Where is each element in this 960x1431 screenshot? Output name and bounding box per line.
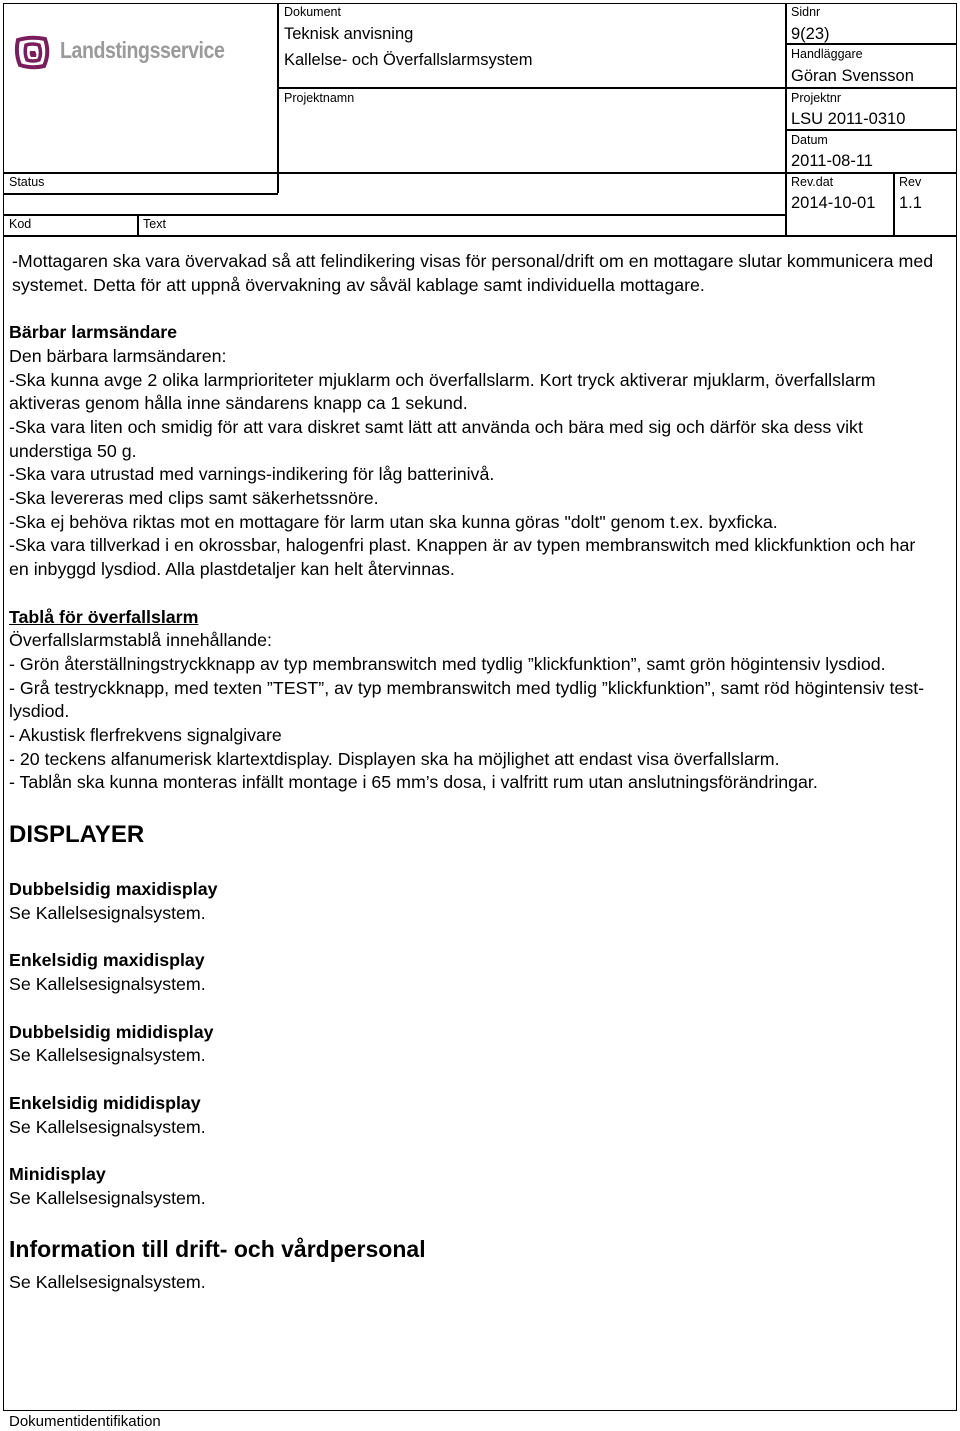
tabla-line: - Tablån ska kunna monteras infällt montage i 65 mm’s dosa, i valfritt rum utan anslutningsförändringar. [9, 772, 818, 793]
tabla-line: - 20 teckens alfanumerisk klartextdisplay. Displayen ska ha möjlighet att endast visa överfallslarm. [9, 748, 780, 769]
header-divider [3, 193, 278, 195]
revdat-label: Rev.dat [791, 175, 834, 189]
status-label: Status [9, 175, 45, 189]
section-text: Se Kallelsesignalsystem. [9, 1116, 206, 1137]
logo-text: Landstingsservice [60, 37, 225, 63]
barbar-line: -Ska vara utrustad med varnings-indikering för låg batterinivå. [9, 464, 495, 485]
revdat-value: 2014-10-01 [791, 194, 876, 212]
rev-label: Rev [899, 175, 922, 189]
header-divider [785, 3, 787, 235]
section-title-tabla: Tablå för överfallslarm [9, 606, 199, 627]
section-title-display: Dubbelsidig maxidisplay [9, 878, 218, 899]
barbar-line: -Ska kunna avge 2 olika larmprioriteter mjuklarm och överfallslarm. Kort tryck aktiverar mjuklarm, överfallslarm aktiveras genom hålla inne sändarens knapp ca 1 sekund. [9, 369, 876, 414]
header-divider [277, 3, 279, 193]
section-title-display: Enkelsidig maxidisplay [9, 950, 205, 971]
barbar-line: -Ska ej behöva riktas mot en mottagare för larm utan ska kunna göras "dolt" genom t.ex. byxficka. [9, 511, 778, 532]
projektnr-label: Projektnr [791, 91, 842, 105]
barbar-line: -Ska vara liten och smidig för att vara diskret samt lätt att använda och bära med sig och därför ska dess vikt understiga 50 g. [9, 416, 863, 461]
dokument-title: Teknisk anvisning [284, 25, 414, 43]
logo-icon [14, 34, 54, 72]
section-title-barbar: Bärbar larmsändare [9, 322, 178, 343]
receiver-paragraph: -Mottagaren ska vara övervakad så att felindikering visas för personal/drift om en mottagare slutar kommunicera med systemet. Detta för att uppnå övervakning av såväl kablage samt individuella mottagare. [12, 251, 934, 295]
header-divider [3, 214, 786, 216]
kod-label: Kod [9, 217, 32, 231]
section-title-display: Minidisplay [9, 1164, 106, 1185]
text-label: Text [143, 217, 166, 231]
tabla-line: Överfallslarmstablå innehållande: [9, 630, 272, 651]
projektnamn-label: Projektnamn [284, 91, 355, 105]
section-text: Se Kallelsesignalsystem. [9, 1045, 206, 1066]
dokument-subtitle: Kallelse- och Överfallslarmsystem [284, 51, 533, 69]
barbar-line: -Ska levereras med clips samt säkerhetssnöre. [9, 488, 379, 509]
section-text: Se Kallelsesignalsystem. [9, 1271, 206, 1292]
section-text: Se Kallelsesignalsystem. [9, 973, 206, 994]
barbar-line: Den bärbara larmsändaren: [9, 345, 227, 366]
header-divider [137, 214, 139, 235]
header-divider [3, 172, 957, 174]
rev-value: 1.1 [899, 194, 922, 212]
header-divider [277, 87, 957, 89]
tabla-line: - Grön återställningstryckknapp av typ membranswitch med tydlig ”klickfunktion”, samt grön högintensiv lysdiod. [9, 653, 886, 674]
section-text: Se Kallelsesignalsystem. [9, 1188, 206, 1209]
sidnr-value: 9(23) [791, 25, 830, 43]
handlaggare-value: Göran Svensson [791, 67, 914, 85]
company-logo [14, 34, 225, 72]
heading-information: Information till drift- och vårdpersonal [9, 1235, 426, 1262]
dokument-label: Dokument [284, 5, 341, 19]
barbar-line: -Ska vara tillverkad i en okrossbar, halogenfri plast. Knappen är av typen membranswitch med klickfunktion och har en inbyggd lysdiod. Alla plastdetaljer kan helt återvinnas. [9, 535, 916, 580]
handlaggare-label: Handläggare [791, 47, 863, 61]
tabla-line: - Akustisk flerfrekvens signalgivare [9, 725, 282, 746]
sidnr-label: Sidnr [791, 5, 821, 19]
header-divider [893, 172, 895, 235]
section-title-display: Enkelsidig mididisplay [9, 1093, 201, 1114]
projektnr-value: LSU 2011-0310 [791, 110, 906, 128]
tabla-line: - Grå testryckknapp, med texten ”TEST”, av typ membranswitch med tydlig ”klickfunktion”, samt röd högintensiv test-lysdiod. [9, 677, 925, 722]
heading-displayer: DISPLAYER [9, 820, 145, 848]
header-divider [785, 129, 957, 131]
header-divider [3, 235, 957, 237]
document-body [9, 250, 939, 1295]
datum-value: 2011-08-11 [791, 152, 873, 170]
datum-label: Datum [791, 133, 828, 147]
section-title-display: Dubbelsidig mididisplay [9, 1021, 214, 1042]
section-text: Se Kallelsesignalsystem. [9, 902, 206, 923]
footer-doc-id: Dokumentidentifikation [9, 1413, 161, 1430]
